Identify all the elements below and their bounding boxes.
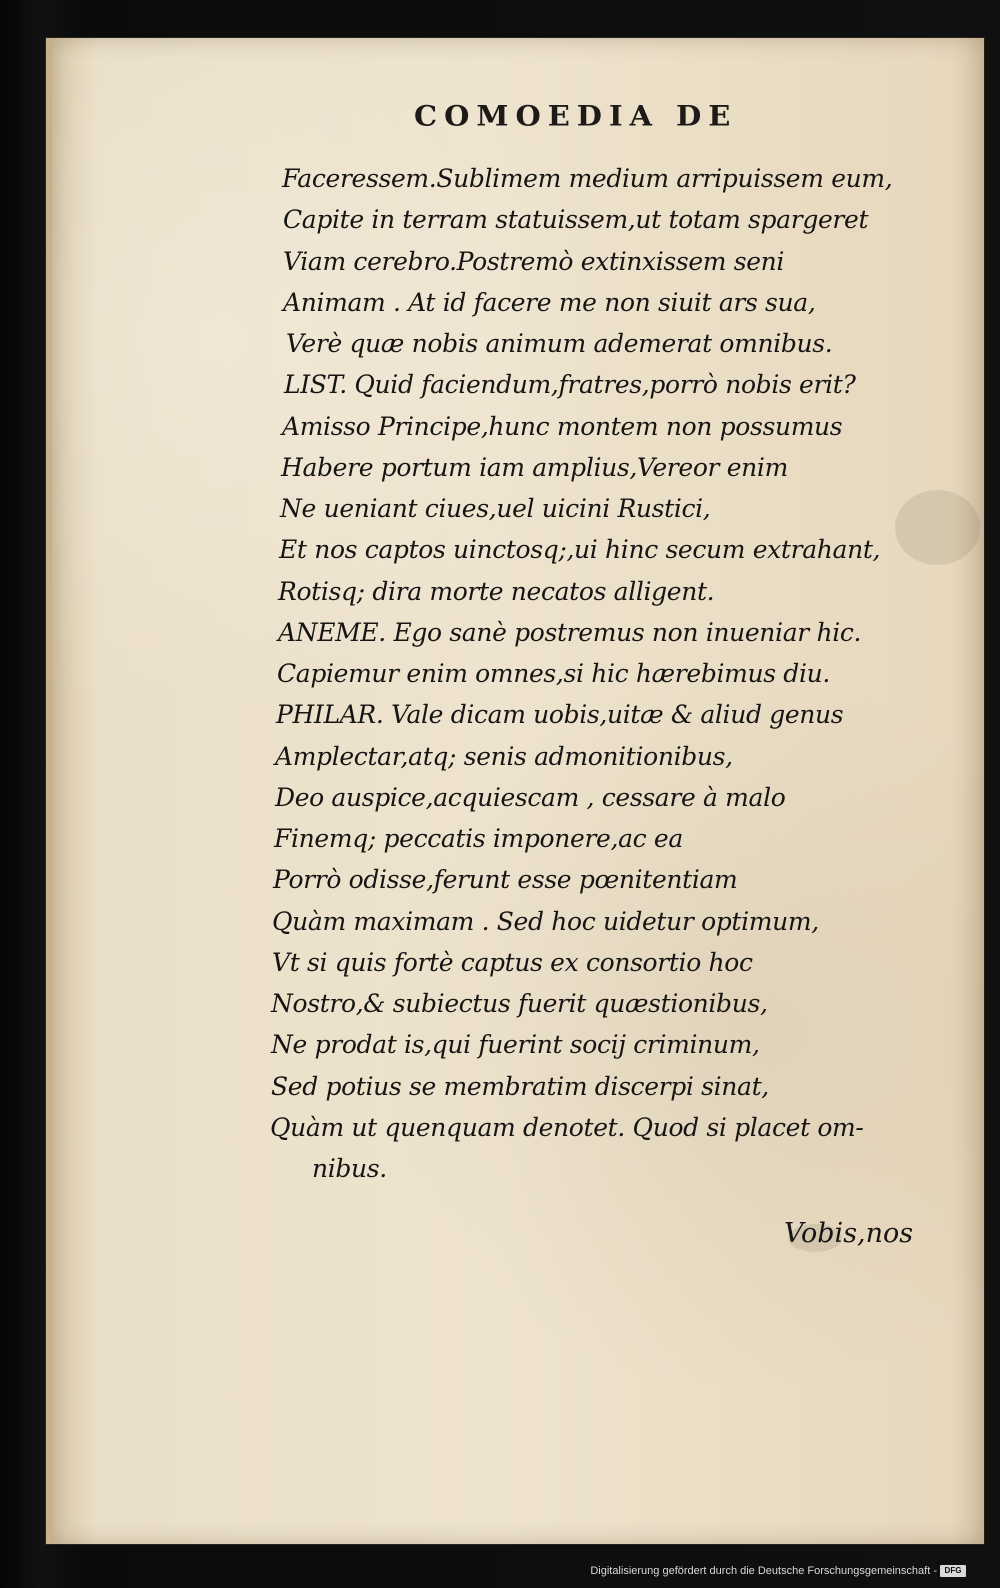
verse-line: Deo auspice,acquiescam , cessare à malo (275, 782, 786, 812)
verse-line: Sed potius se membratim discerpi sinat, (271, 1071, 769, 1101)
verse-text-block (270, 158, 920, 1196)
running-head: COMOEDIA DE (414, 99, 738, 133)
verse-line: Faceressem.Sublimem medium arripuissem eum, (282, 164, 893, 193)
verse-line: Capite in terram statuissem,ut totam spargeret (283, 205, 869, 235)
verse-line: Verè quæ nobis animum ademerat omnibus. (286, 329, 833, 358)
verse-line: ANEME. Ego sanè postremus non inueniar hic. (278, 617, 862, 647)
verse-line: Ne ueniant ciues,uel uicini Rustici, (280, 494, 711, 523)
digitization-credit (590, 1564, 966, 1578)
verse-line: Quàm ut quenquam denotet. Quod si placet om- (270, 1112, 864, 1142)
verse-line: Porrò odisse,ferunt esse pœnitentiam (273, 865, 738, 895)
verse-line: Vt si quis fortè captus ex consortio hoc (272, 947, 753, 977)
verse-line: Nostro,& subiectus fuerit quæstionibus, (271, 989, 768, 1018)
verse-line: Viam cerebro.Postremò extinxissem seni (283, 246, 785, 276)
verse-line: Habere portum iam amplius,Vereor enim (281, 452, 788, 482)
dfg-logo: DFG (940, 1565, 966, 1577)
verse-line: Rotisq; dira morte necatos alligent. (278, 576, 715, 606)
verse-line: Et nos captos uinctosq;,ui hinc secum extrahant, (279, 535, 881, 565)
catchword: Vobis,nos (784, 1218, 914, 1249)
verse-line: Animam . At id facere me non siuit ars sua, (283, 287, 816, 317)
credit-text: Digitalisierung gefördert durch die Deutsche Forschungsgemeinschaft - (590, 1565, 937, 1577)
verse-line: Amplectar,atq; senis admonitionibus, (275, 741, 733, 771)
verse-line: Finemq; peccatis imponere,ac ea (274, 824, 683, 853)
verse-line-continuation: nibus. (312, 1154, 387, 1183)
verse-line: PHILAR. Vale dicam uobis,uitæ & aliud genus (276, 700, 844, 730)
verse-line: LIST. Quid faciendum,fratres,porrò nobis erit? (284, 370, 856, 400)
verse-line: Ne prodat is,qui fuerint socij criminum, (271, 1030, 760, 1060)
verse-line: Amisso Principe,hunc montem non possumus (282, 411, 843, 441)
verse-line: Quàm maximam . Sed hoc uidetur optimum, (272, 906, 819, 936)
verse-line: Capiemur enim omnes,si hic hærebimus diu. (277, 659, 830, 688)
